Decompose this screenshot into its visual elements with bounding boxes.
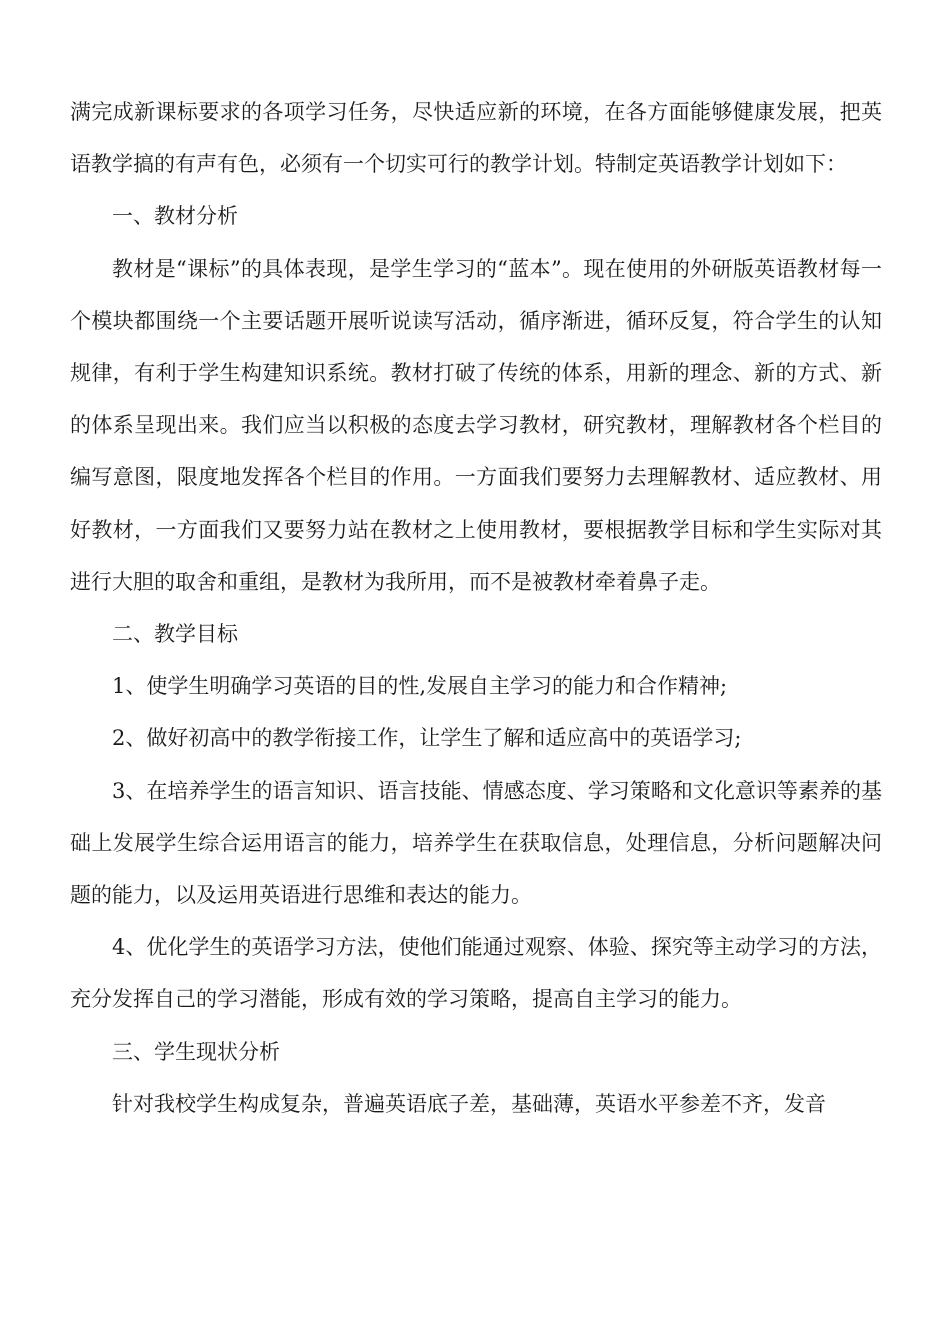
heading-textbook-analysis: 一、教材分析 [112, 204, 238, 229]
paragraph-textbook-analysis: 教材是“课标”的具体表现，是学生学习的“蓝本”。现在使用的外研版英语教材每一个模块都围绕一个主要话题开展听说读写活动，循序渐进，循环反复，符合学生的认知规律，有利于学生构建知识系统。教材打破了传统的体系，用新的理念、新的方式、新的体系呈现出来。我们应当以积极的态度去学习教材，研究教材，理解教材各个栏目的编写意图，限度地发挥各个栏目的作用。一方面我们要努力去理解教材、适应教材、用好教材，一方面我们又要努力站在教材之上使用教材，要根据教学目标和学生实际对其进行大胆的取舍和重组，是教材为我所用，而不是被教材牵着鼻子走。 [70, 256, 882, 594]
heading-teaching-goals: 二、教学目标 [112, 622, 238, 647]
goal-item-3: 3、在培养学生的语言知识、语言技能、情感态度、学习策略和文化意识等素养的基础上发展学生综合运用语言的能力，培养学生在获取信息，处理信息，分析问题解决问题的能力，以及运用英语进行思维和表达的能力。 [70, 778, 882, 908]
paragraph-student-analysis: 针对我校学生构成复杂，普遍英语底子差，基础薄，英语水平参差不齐，发音 [112, 1091, 826, 1116]
goal-item-2: 2、做好初高中的教学衔接工作，让学生了解和适应高中的英语学习; [112, 726, 742, 751]
heading-student-analysis: 三、学生现状分析 [112, 1039, 280, 1064]
document-body [70, 86, 882, 1130]
goal-item-4: 4、优化学生的英语学习方法，使他们能通过观察、体验、探究等主动学习的方法，充分发挥自己的学习潜能，形成有效的学习策略，提高自主学习的能力。 [70, 935, 882, 1012]
goal-item-1: 1、使学生明确学习英语的目的性,发展自主学习的能力和合作精神; [112, 674, 728, 699]
paragraph-intro-continuation: 满完成新课标要求的各项学习任务，尽快适应新的环境，在各方面能够健康发展，把英语教学搞的有声有色，必须有一个切实可行的教学计划。特制定英语教学计划如下： [70, 100, 882, 177]
